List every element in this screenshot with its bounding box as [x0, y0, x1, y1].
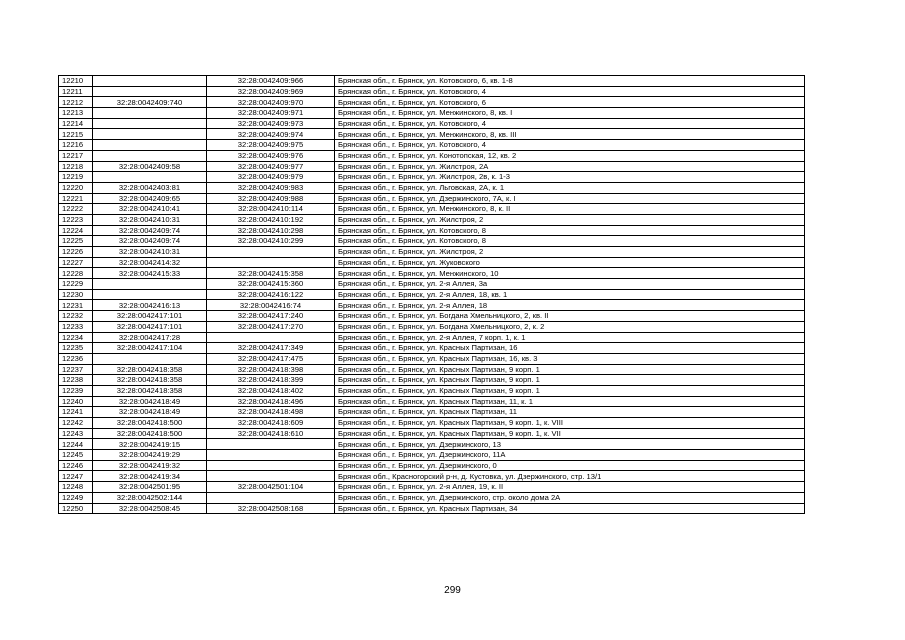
address-cell: Брянская обл., г. Брянск, ул. Жилстроя, 2А [335, 161, 805, 172]
cadastral-number-cell: 32:28:0042409:977 [207, 161, 335, 172]
parent-cadastral-cell: 32:28:0042418:49 [93, 396, 207, 407]
table-row [59, 150, 805, 161]
cadastral-number-cell: 32:28:0042409:974 [207, 129, 335, 140]
row-number-cell: 12250 [59, 503, 93, 514]
row-number-cell: 12233 [59, 321, 93, 332]
cadastral-number-cell: 32:28:0042418:399 [207, 375, 335, 386]
parent-cadastral-cell: 32:28:0042410:31 [93, 214, 207, 225]
row-number-cell: 12224 [59, 225, 93, 236]
address-cell: Брянская обл., г. Брянск, ул. Жилстроя, 2 [335, 214, 805, 225]
parent-cadastral-cell [93, 150, 207, 161]
cadastral-number-cell: 32:28:0042417:475 [207, 353, 335, 364]
cadastral-number-cell [207, 471, 335, 482]
row-number-cell: 12216 [59, 140, 93, 151]
parent-cadastral-cell: 32:28:0042417:28 [93, 332, 207, 343]
page-number: 299 [444, 585, 461, 596]
row-number-cell: 12225 [59, 236, 93, 247]
address-cell: Брянская обл., г. Брянск, ул. Дзержинского, 0 [335, 460, 805, 471]
parent-cadastral-cell: 32:28:0042409:74 [93, 225, 207, 236]
table-row [59, 236, 805, 247]
table-row [59, 503, 805, 514]
parent-cadastral-cell: 32:28:0042409:58 [93, 161, 207, 172]
row-number-cell: 12242 [59, 418, 93, 429]
parent-cadastral-cell [93, 353, 207, 364]
cadastral-number-cell: 32:28:0042508:168 [207, 503, 335, 514]
row-number-cell: 12248 [59, 482, 93, 493]
table-row [59, 108, 805, 119]
cadastral-number-cell [207, 450, 335, 461]
row-number-cell: 12220 [59, 182, 93, 193]
table-row [59, 86, 805, 97]
table-row [59, 182, 805, 193]
address-cell: Брянская обл., г. Брянск, ул. Красных Партизан, 9 корп. 1 [335, 375, 805, 386]
parent-cadastral-cell: 32:28:0042415:33 [93, 268, 207, 279]
cadastral-number-cell: 32:28:0042409:983 [207, 182, 335, 193]
parent-cadastral-cell: 32:28:0042418:500 [93, 418, 207, 429]
address-cell: Брянская обл., г. Брянск, ул. 2-я Аллея, 3а [335, 279, 805, 290]
cadastral-number-cell [207, 439, 335, 450]
parent-cadastral-cell: 32:28:0042409:74 [93, 236, 207, 247]
cadastral-number-cell: 32:28:0042416:74 [207, 300, 335, 311]
address-cell: Брянская обл., г. Брянск, ул. Жилстроя, 2в, к. 1-3 [335, 172, 805, 183]
address-cell: Брянская обл., г. Брянск, ул. Котовского, 6 [335, 97, 805, 108]
parent-cadastral-cell: 32:28:0042419:32 [93, 460, 207, 471]
table-row [59, 460, 805, 471]
row-number-cell: 12228 [59, 268, 93, 279]
address-cell: Брянская обл., г. Брянск, ул. Жилстроя, 2 [335, 247, 805, 258]
row-number-cell: 12235 [59, 343, 93, 354]
table-row [59, 385, 805, 396]
table-row [59, 450, 805, 461]
cadastral-number-cell: 32:28:0042410:192 [207, 214, 335, 225]
parent-cadastral-cell [93, 118, 207, 129]
table-row [59, 396, 805, 407]
row-number-cell: 12217 [59, 150, 93, 161]
cadastral-number-cell: 32:28:0042416:122 [207, 289, 335, 300]
row-number-cell: 12246 [59, 460, 93, 471]
address-cell: Брянская обл., г. Брянск, ул. 2-я Аллея, 7 корп. 1, к. 1 [335, 332, 805, 343]
address-cell: Брянская обл., г. Брянск, ул. Льговская, 2А, к. 1 [335, 182, 805, 193]
row-number-cell: 12236 [59, 353, 93, 364]
parent-cadastral-cell: 32:28:0042410:31 [93, 247, 207, 258]
address-cell: Брянская обл., г. Брянск, ул. Жуковского [335, 257, 805, 268]
parent-cadastral-cell: 32:28:0042501:95 [93, 482, 207, 493]
cadastral-number-cell [207, 247, 335, 258]
address-cell: Брянская обл., г. Брянск, ул. Котовского, 8 [335, 236, 805, 247]
cadastral-number-cell: 32:28:0042418:610 [207, 428, 335, 439]
table-row [59, 321, 805, 332]
row-number-cell: 12218 [59, 161, 93, 172]
cadastral-number-cell [207, 492, 335, 503]
table-row [59, 311, 805, 322]
cadastral-table [58, 75, 805, 514]
cadastral-number-cell: 32:28:0042418:402 [207, 385, 335, 396]
row-number-cell: 12241 [59, 407, 93, 418]
table-row [59, 172, 805, 183]
address-cell: Брянская обл., г. Брянск, ул. Красных Партизан, 11 [335, 407, 805, 418]
address-cell: Брянская обл., г. Брянск, ул. 2-я Аллея, 18 [335, 300, 805, 311]
address-cell: Брянская обл., г. Брянск, ул. Котовского, 4 [335, 140, 805, 151]
cadastral-number-cell [207, 460, 335, 471]
table-row [59, 364, 805, 375]
table-row [59, 343, 805, 354]
table-row [59, 439, 805, 450]
table-row [59, 279, 805, 290]
table-row [59, 118, 805, 129]
address-cell: Брянская обл., Красногорский р-н, д. Кустовка, ул. Дзержинского, стр. 13/1 [335, 471, 805, 482]
address-cell: Брянская обл., г. Брянск, ул. Красных Партизан, 34 [335, 503, 805, 514]
parent-cadastral-cell: 32:28:0042418:358 [93, 364, 207, 375]
cadastral-number-cell: 32:28:0042410:114 [207, 204, 335, 215]
parent-cadastral-cell: 32:28:0042409:65 [93, 193, 207, 204]
parent-cadastral-cell: 32:28:0042414:32 [93, 257, 207, 268]
row-number-cell: 12234 [59, 332, 93, 343]
table-row [59, 471, 805, 482]
cadastral-number-cell: 32:28:0042410:298 [207, 225, 335, 236]
cadastral-number-cell: 32:28:0042409:988 [207, 193, 335, 204]
parent-cadastral-cell: 32:28:0042418:500 [93, 428, 207, 439]
row-number-cell: 12226 [59, 247, 93, 258]
cadastral-number-cell [207, 257, 335, 268]
row-number-cell: 12212 [59, 97, 93, 108]
row-number-cell: 12243 [59, 428, 93, 439]
address-cell: Брянская обл., г. Брянск, ул. Красных Партизан, 9 корп. 1 [335, 364, 805, 375]
address-cell: Брянская обл., г. Брянск, ул. 2-я Аллея, 18, кв. 1 [335, 289, 805, 300]
table-row [59, 140, 805, 151]
row-number-cell: 12219 [59, 172, 93, 183]
row-number-cell: 12215 [59, 129, 93, 140]
parent-cadastral-cell [93, 76, 207, 87]
address-cell: Брянская обл., г. Брянск, ул. Красных Партизан, 9 корп. 1, к. VIII [335, 418, 805, 429]
table-row [59, 428, 805, 439]
parent-cadastral-cell: 32:28:0042417:101 [93, 321, 207, 332]
table-row [59, 214, 805, 225]
table-row [59, 204, 805, 215]
address-cell: Брянская обл., г. Брянск, ул. Дзержинского, стр. около дома 2А [335, 492, 805, 503]
row-number-cell: 12239 [59, 385, 93, 396]
address-cell: Брянская обл., г. Брянск, ул. Богдана Хмельницкого, 2, к. 2 [335, 321, 805, 332]
address-cell: Брянская обл., г. Брянск, ул. Менжинского, 8, кв. I [335, 108, 805, 119]
cadastral-number-cell: 32:28:0042415:360 [207, 279, 335, 290]
table-row [59, 375, 805, 386]
table-row [59, 353, 805, 364]
address-cell: Брянская обл., г. Брянск, ул. 2-я Аллея, 19, к. II [335, 482, 805, 493]
cadastral-number-cell [207, 332, 335, 343]
parent-cadastral-cell [93, 86, 207, 97]
table-row [59, 257, 805, 268]
table-row [59, 97, 805, 108]
cadastral-number-cell: 32:28:0042409:979 [207, 172, 335, 183]
parent-cadastral-cell: 32:28:0042410:41 [93, 204, 207, 215]
row-number-cell: 12229 [59, 279, 93, 290]
cadastral-number-cell: 32:28:0042415:358 [207, 268, 335, 279]
cadastral-number-cell: 32:28:0042409:970 [207, 97, 335, 108]
address-cell: Брянская обл., г. Брянск, ул. Красных Партизан, 16, кв. 3 [335, 353, 805, 364]
cadastral-number-cell: 32:28:0042418:496 [207, 396, 335, 407]
table-row [59, 332, 805, 343]
address-cell: Брянская обл., г. Брянск, ул. Менжинского, 8, к. II [335, 204, 805, 215]
row-number-cell: 12227 [59, 257, 93, 268]
parent-cadastral-cell: 32:28:0042403:81 [93, 182, 207, 193]
row-number-cell: 12213 [59, 108, 93, 119]
address-cell: Брянская обл., г. Брянск, ул. Красных Партизан, 9 корп. 1 [335, 385, 805, 396]
cadastral-number-cell: 32:28:0042418:498 [207, 407, 335, 418]
row-number-cell: 12237 [59, 364, 93, 375]
parent-cadastral-cell: 32:28:0042409:740 [93, 97, 207, 108]
address-cell: Брянская обл., г. Брянск, ул. Богдана Хмельницкого, 2, кв. II [335, 311, 805, 322]
parent-cadastral-cell: 32:28:0042419:15 [93, 439, 207, 450]
table-row [59, 289, 805, 300]
table-row [59, 161, 805, 172]
parent-cadastral-cell: 32:28:0042419:34 [93, 471, 207, 482]
cadastral-number-cell: 32:28:0042418:609 [207, 418, 335, 429]
parent-cadastral-cell [93, 172, 207, 183]
parent-cadastral-cell: 32:28:0042418:358 [93, 385, 207, 396]
row-number-cell: 12211 [59, 86, 93, 97]
table-row [59, 129, 805, 140]
row-number-cell: 12240 [59, 396, 93, 407]
parent-cadastral-cell: 32:28:0042417:101 [93, 311, 207, 322]
table-row [59, 418, 805, 429]
row-number-cell: 12221 [59, 193, 93, 204]
parent-cadastral-cell: 32:28:0042418:358 [93, 375, 207, 386]
address-cell: Брянская обл., г. Брянск, ул. Дзержинского, 11А [335, 450, 805, 461]
cadastral-number-cell: 32:28:0042409:975 [207, 140, 335, 151]
cadastral-number-cell: 32:28:0042409:966 [207, 76, 335, 87]
parent-cadastral-cell [93, 289, 207, 300]
row-number-cell: 12214 [59, 118, 93, 129]
row-number-cell: 12210 [59, 76, 93, 87]
cadastral-number-cell: 32:28:0042417:240 [207, 311, 335, 322]
row-number-cell: 12245 [59, 450, 93, 461]
row-number-cell: 12222 [59, 204, 93, 215]
row-number-cell: 12238 [59, 375, 93, 386]
parent-cadastral-cell: 32:28:0042419:29 [93, 450, 207, 461]
address-cell: Брянская обл., г. Брянск, ул. Котовского, 4 [335, 118, 805, 129]
cadastral-number-cell: 32:28:0042409:969 [207, 86, 335, 97]
parent-cadastral-cell [93, 129, 207, 140]
parent-cadastral-cell [93, 140, 207, 151]
table-row [59, 268, 805, 279]
address-cell: Брянская обл., г. Брянск, ул. Красных Партизан, 9 корп. 1, к. VII [335, 428, 805, 439]
parent-cadastral-cell: 32:28:0042416:13 [93, 300, 207, 311]
parent-cadastral-cell: 32:28:0042508:45 [93, 503, 207, 514]
parent-cadastral-cell: 32:28:0042418:49 [93, 407, 207, 418]
table-row [59, 492, 805, 503]
cadastral-number-cell: 32:28:0042409:973 [207, 118, 335, 129]
address-cell: Брянская обл., г. Брянск, ул. Котовского, 4 [335, 86, 805, 97]
row-number-cell: 12232 [59, 311, 93, 322]
address-cell: Брянская обл., г. Брянск, ул. Менжинского, 8, кв. III [335, 129, 805, 140]
row-number-cell: 12231 [59, 300, 93, 311]
parent-cadastral-cell [93, 279, 207, 290]
address-cell: Брянская обл., г. Брянск, ул. Дзержинского, 13 [335, 439, 805, 450]
row-number-cell: 12223 [59, 214, 93, 225]
row-number-cell: 12230 [59, 289, 93, 300]
address-cell: Брянская обл., г. Брянск, ул. Котовского, 8 [335, 225, 805, 236]
address-cell: Брянская обл., г. Брянск, ул. Дзержинского, 7А, к. I [335, 193, 805, 204]
parent-cadastral-cell: 32:28:0042417:104 [93, 343, 207, 354]
table-row [59, 407, 805, 418]
cadastral-number-cell: 32:28:0042417:349 [207, 343, 335, 354]
cadastral-number-cell: 32:28:0042418:398 [207, 364, 335, 375]
address-cell: Брянская обл., г. Брянск, ул. Котовского, 6, кв. 1-8 [335, 76, 805, 87]
table-body [59, 76, 805, 514]
address-cell: Брянская обл., г. Брянск, ул. Красных Партизан, 11, к. 1 [335, 396, 805, 407]
table-row [59, 76, 805, 87]
cadastral-number-cell: 32:28:0042417:270 [207, 321, 335, 332]
cadastral-number-cell: 32:28:0042410:299 [207, 236, 335, 247]
address-cell: Брянская обл., г. Брянск, ул. Конотопская, 12, кв. 2 [335, 150, 805, 161]
table-row [59, 300, 805, 311]
parent-cadastral-cell [93, 108, 207, 119]
cadastral-number-cell: 32:28:0042409:971 [207, 108, 335, 119]
cadastral-number-cell: 32:28:0042501:104 [207, 482, 335, 493]
table-row [59, 482, 805, 493]
row-number-cell: 12244 [59, 439, 93, 450]
address-cell: Брянская обл., г. Брянск, ул. Красных Партизан, 16 [335, 343, 805, 354]
table-row [59, 193, 805, 204]
table-row [59, 247, 805, 258]
row-number-cell: 12249 [59, 492, 93, 503]
table-row [59, 225, 805, 236]
parent-cadastral-cell: 32:28:0042502:144 [93, 492, 207, 503]
cadastral-number-cell: 32:28:0042409:976 [207, 150, 335, 161]
address-cell: Брянская обл., г. Брянск, ул. Менжинского, 10 [335, 268, 805, 279]
row-number-cell: 12247 [59, 471, 93, 482]
